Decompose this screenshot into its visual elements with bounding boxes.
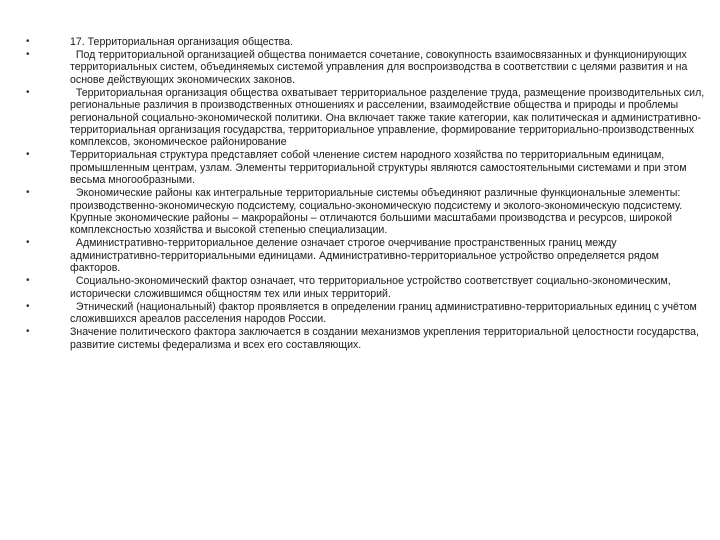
bullet-dot-icon: •	[26, 326, 30, 338]
bullet-text: 17. Территориальная организация общества.	[70, 36, 294, 48]
bullet-item	[26, 87, 706, 149]
bullet-text: Территориальная структура представляет собой членение систем народного хозяйства по территориальным единицам, промышленным центрам, узлам. Элементы территориальной структуры являются самостоятельными системами и при этом весьма многообразными.	[70, 149, 690, 187]
bullet-dot-icon: •	[26, 49, 30, 60]
bullet-text: Значение политического фактора заключается в создании механизмов укрепления территориальной целостности государства, развитие системы федерализма и всех его составляющих.	[70, 326, 702, 351]
bullet-item	[26, 149, 706, 186]
bullet-text: Социально-экономический фактор означает, что территориальное устройство соответствует социально-экономическим, исторически сложившимся общностям тех или иных территорий.	[70, 275, 674, 300]
bullet-dot-icon: •	[26, 86, 30, 98]
bullet-text: Административно-территориальное деление означает строгое очерчивание пространственных границ между административно-территориальными единицами. Административно-территориальное устройство определяется рядом факторов.	[70, 237, 662, 275]
bullet-item	[26, 237, 706, 274]
bullet-item	[26, 49, 706, 86]
bullet-dot-icon: •	[26, 36, 30, 47]
bullet-dot-icon: •	[26, 275, 30, 287]
bullet-text: Этнический (национальный) фактор проявляется в определении границ административно-территориальных единиц с учётом сложившихся ареалов расселения народов России.	[70, 300, 700, 326]
bullet-item	[26, 275, 706, 300]
bullet-text: Территориальная организация общества охватывает территориальное разделение труда, размещение производительных сил, региональные различия в производственных отношениях и расселении, взаимодействие общества и природы и проблемы региональной социально-экономической политики. Она включает также такие категории, как политическая и административно-территориальная организация государства, территориальное управление, формирование территориально-производственных комплексов, экономическое районирование	[70, 86, 708, 149]
bullet-dot-icon: •	[26, 149, 30, 161]
bullet-dot-icon: •	[26, 300, 30, 312]
bullet-dot-icon: •	[26, 187, 30, 199]
bullet-text: Экономические районы как интегральные территориальные системы объединяют различные функциональные элементы: производственно-экономическую подсистему, социально-экономическую подсистему и эколого-экономическую подсистему. Крупные экономические районы – макрорайоны – отличаются большими масштабами производства и ресурсов, широкой комплексностью хозяйства и высокой степенью специализации.	[70, 187, 686, 237]
bullet-item	[26, 326, 706, 351]
bullet-text: Под территориальной организацией общества понимается сочетание, совокупность взаимосвязанных и функционирующих территориальных систем, объединяемых системой управления для воспроизводства в соответствии с целями развития и на основе действующих экономических законов.	[70, 49, 691, 86]
bullet-dot-icon: •	[26, 237, 30, 249]
bullet-item	[26, 301, 706, 326]
bullet-list	[26, 36, 706, 352]
bullet-item	[26, 36, 706, 48]
bullet-item	[26, 187, 706, 237]
